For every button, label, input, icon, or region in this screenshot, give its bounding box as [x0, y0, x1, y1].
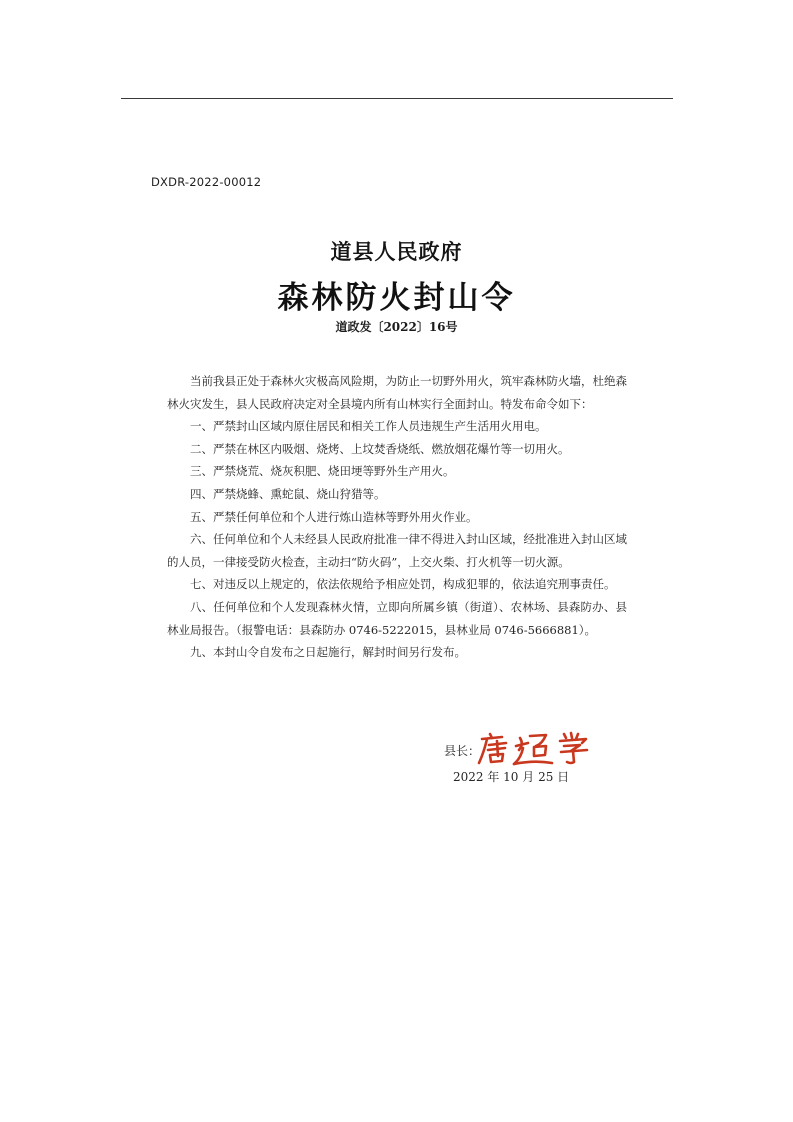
- intro-paragraph: 当前我县正处于森林火灾极高风险期，为防止一切野外用火，筑牢森林防火墙，杜绝森林火灾发生，县人民政府决定对全县境内所有山林实行全面封山。特发布命令如下：: [167, 374, 627, 411]
- clause-7: 七、对违反以上规定的，依法依规给予相应处罚，构成犯罪的，依法追究刑事责任。: [190, 577, 616, 592]
- clause-8: 八、任何单位和个人发现森林火情，立即向所属乡镇（街道）、农林场、县森防办、县林业局报告。（报警电话：县森防办 0746-5222015，县林业局 0746-5666881）。: [167, 599, 627, 637]
- issue-date: 2022 年 10 月 25 日: [453, 770, 570, 784]
- header-rule: [121, 98, 673, 99]
- document-body: [167, 370, 627, 664]
- signature-label: 县长：: [444, 744, 481, 758]
- clause-1: 一、严禁封山区域内原住居民和相关工作人员违规生产生活用火用电。: [190, 419, 547, 434]
- document-number: 道政发〔2022〕16号: [335, 320, 458, 334]
- clause-2: 二、严禁在林区内吸烟、烧烤、上坟焚香烧纸、燃放烟花爆竹等一切用火。: [190, 441, 570, 456]
- issuer-name: 道县人民政府: [330, 239, 463, 264]
- clause-5: 五、严禁任何单位和个人进行炼山造林等野外用火作业。: [190, 509, 478, 524]
- document-title: 森林防火封山令: [277, 280, 516, 316]
- clause-3: 三、严禁烧荒、烧灰积肥、烧田埂等野外生产用火。: [190, 464, 455, 479]
- signature-block: [444, 730, 644, 766]
- handwritten-signature: [476, 730, 591, 766]
- document-id: DXDR-2022-00012: [151, 175, 262, 189]
- clause-6: 六、任何单位和个人未经县人民政府批准一律不得进入封山区域，经批准进入封山区域的人员，一律接受防火检查，主动扫“防火码”，上交火柴、打火机等一切火源。: [167, 532, 627, 569]
- clause-4: 四、严禁烧蜂、熏蛇鼠、烧山狩猎等。: [190, 486, 386, 501]
- clause-9: 九、本封山令自发布之日起施行，解封时间另行发布。: [190, 645, 466, 660]
